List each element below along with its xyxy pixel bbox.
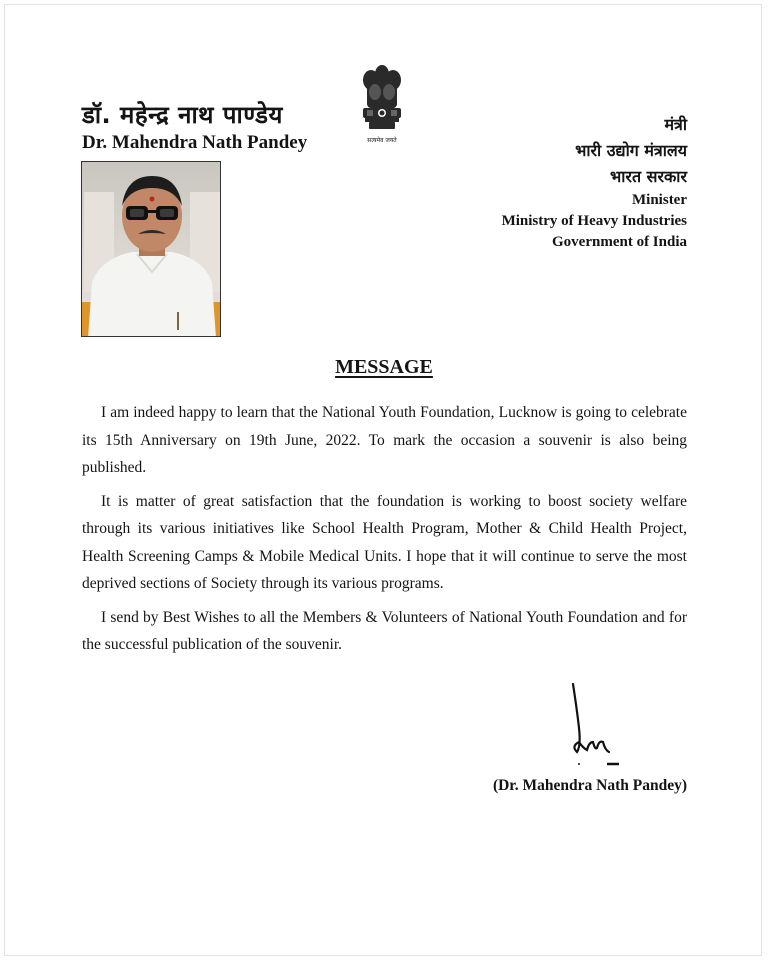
- minister-photo: [81, 161, 221, 337]
- designation-hindi: मंत्री: [664, 115, 687, 134]
- message-paragraph: I send by Best Wishes to all the Members & Volunteers of National Youth Foundation and for the successful publication of the souvenir.: [82, 608, 687, 653]
- message-body: [82, 399, 687, 665]
- message-paragraph: I am indeed happy to learn that the National Youth Foundation, Lucknow is going to celebrate its 15th Anniversary on 19th June, 2022. To mark the occasion a souvenir is also being published.: [82, 404, 687, 476]
- message-paragraph: It is matter of great satisfaction that the foundation is working to boost society welfare through its various initiatives like School Health Program, Mother & Child Health Project, Health Screening Camps & Mobile Medical Units. I hope that it will continue to serve the most deprived sections of Society through its various programs.: [82, 492, 687, 592]
- designation-block: [502, 112, 687, 253]
- government-english: Government of India: [552, 234, 687, 250]
- minister-name-english: Dr. Mahendra Nath Pandey: [82, 132, 308, 153]
- message-heading: MESSAGE: [335, 356, 433, 378]
- ministry-hindi: भारी उद्योग मंत्रालय: [575, 141, 687, 160]
- ministry-english: Ministry of Heavy Industries: [501, 213, 687, 229]
- designation-english: Minister: [632, 192, 687, 208]
- signature: [565, 680, 625, 770]
- signatory-name: (Dr. Mahendra Nath Pandey): [492, 777, 687, 794]
- emblem-motto: सत्यमेव जयते: [367, 137, 397, 144]
- minister-name-hindi: डॉ. महेन्द्र नाथ पाण्डेय: [82, 101, 283, 129]
- government-hindi: भारत सरकार: [610, 167, 687, 186]
